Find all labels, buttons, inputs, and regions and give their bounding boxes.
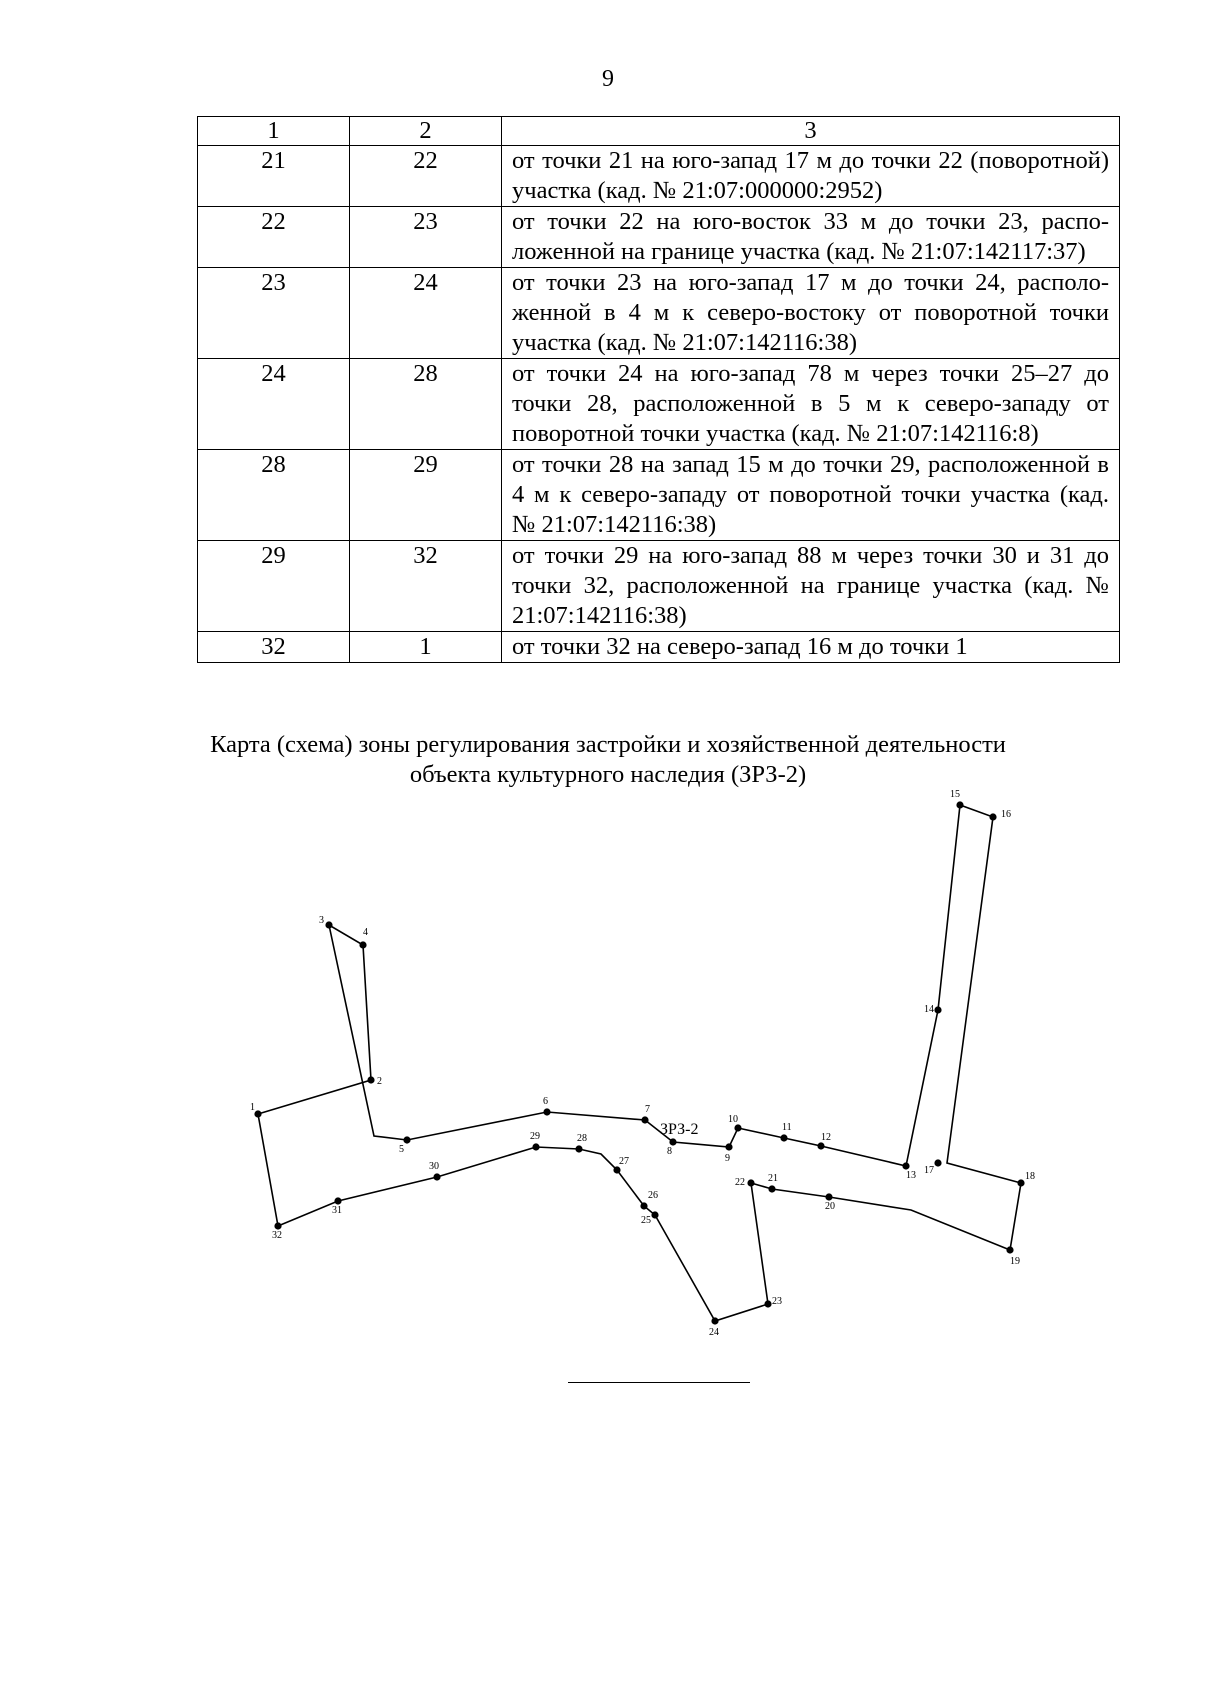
boundary-point-label: 4 xyxy=(363,927,368,938)
boundary-point-marker xyxy=(725,1143,732,1150)
boundary-point-label: 18 xyxy=(1025,1171,1035,1182)
table-row xyxy=(198,541,1120,632)
boundary-point-marker xyxy=(532,1143,539,1150)
boundary-point-label: 5 xyxy=(399,1144,404,1155)
table-row xyxy=(198,632,1120,663)
boundary-point-label: 7 xyxy=(645,1104,650,1115)
to-point: 1 xyxy=(350,632,502,663)
boundary-point-marker xyxy=(934,1006,941,1013)
boundary-point-marker xyxy=(734,1124,741,1131)
to-point: 32 xyxy=(350,541,502,632)
boundary-point-label: 21 xyxy=(768,1173,778,1184)
table-header-row xyxy=(198,117,1120,146)
column-header: 3 xyxy=(502,117,1120,146)
boundary-point-marker xyxy=(902,1162,909,1169)
to-point: 23 xyxy=(350,207,502,268)
boundary-point-marker xyxy=(274,1222,281,1229)
boundary-point-marker xyxy=(575,1145,582,1152)
boundary-point-label: 2 xyxy=(377,1076,382,1087)
boundary-point-marker xyxy=(780,1134,787,1141)
boundary-point-label: 10 xyxy=(728,1114,738,1125)
segment-description: от точки 21 на юго-запад 17 м до точки 22 (поворотной) участка (кад. № 21:07:000000:2952) xyxy=(502,146,1120,207)
boundary-point-marker xyxy=(367,1076,374,1083)
boundary-point-marker xyxy=(956,801,963,808)
boundary-point-label: 24 xyxy=(709,1327,719,1338)
boundary-point-marker xyxy=(1006,1246,1013,1253)
segment-description: от точки 29 на юго-запад 88 м через точки 30 и 31 до точки 32, расположенной на границе участка (кад. № 21:07:142116:38) xyxy=(502,541,1120,632)
boundary-point-label: 22 xyxy=(735,1177,745,1188)
boundary-point-marker xyxy=(359,941,366,948)
table-row xyxy=(198,450,1120,541)
boundary-point-label: 12 xyxy=(821,1132,831,1143)
boundary-point-marker xyxy=(651,1211,658,1218)
boundary-point-marker xyxy=(825,1193,832,1200)
end-rule xyxy=(568,1382,750,1383)
to-point: 29 xyxy=(350,450,502,541)
boundary-point-label: 13 xyxy=(906,1170,916,1181)
boundary-point-label: 31 xyxy=(332,1205,342,1216)
boundary-point-marker xyxy=(768,1185,775,1192)
boundary-point-label: 32 xyxy=(272,1230,282,1241)
map-title xyxy=(160,730,1056,790)
to-point: 24 xyxy=(350,268,502,359)
table-row xyxy=(198,268,1120,359)
boundary-point-marker xyxy=(641,1116,648,1123)
from-point: 22 xyxy=(198,207,350,268)
boundary-point-label: 27 xyxy=(619,1156,629,1167)
boundary-point-marker xyxy=(433,1173,440,1180)
boundary-point-marker xyxy=(334,1197,341,1204)
table-row xyxy=(198,359,1120,450)
boundary-point-marker xyxy=(613,1166,620,1173)
boundary-point-label: 11 xyxy=(782,1122,792,1133)
boundary-point-marker xyxy=(711,1317,718,1324)
boundary-point-marker xyxy=(669,1138,676,1145)
boundary-point-marker xyxy=(1017,1179,1024,1186)
boundary-point-marker xyxy=(817,1142,824,1149)
boundary-point-marker xyxy=(254,1110,261,1117)
zone-boundary-outline xyxy=(258,805,1021,1321)
boundary-point-label: 9 xyxy=(725,1153,730,1164)
column-header: 1 xyxy=(198,117,350,146)
boundary-point-marker xyxy=(543,1108,550,1115)
table-row xyxy=(198,207,1120,268)
boundary-point-marker xyxy=(747,1179,754,1186)
boundary-point-label: 14 xyxy=(924,1004,934,1015)
boundary-point-marker xyxy=(989,813,996,820)
from-point: 21 xyxy=(198,146,350,207)
boundary-point-marker xyxy=(403,1136,410,1143)
to-point: 22 xyxy=(350,146,502,207)
boundary-point-label: 1 xyxy=(250,1102,255,1113)
map-title-line: Карта (схема) зоны регулирования застройки и хозяйственной деятельности xyxy=(210,731,1006,758)
boundary-point-label: 23 xyxy=(772,1296,782,1307)
boundary-point-label: 30 xyxy=(429,1161,439,1172)
from-point: 32 xyxy=(198,632,350,663)
boundary-point-label: 8 xyxy=(667,1146,672,1157)
from-point: 24 xyxy=(198,359,350,450)
boundary-points-table xyxy=(197,116,1120,663)
segment-description: от точки 24 на юго-запад 78 м через точки 25–27 до точки 28, расположенной в 5 м к северо-западу от поворотной точки участка (кад. № 21:07:142116:8) xyxy=(502,359,1120,450)
from-point: 29 xyxy=(198,541,350,632)
zone-boundary-map xyxy=(0,789,1200,1338)
boundary-point-label: 6 xyxy=(543,1096,548,1107)
zone-label: ЗРЗ-2 xyxy=(660,1121,699,1138)
from-point: 28 xyxy=(198,450,350,541)
segment-description: от точки 23 на юго-запад 17 м до точки 24, расположенной в 4 м к северо-востоку от поворотной точки участка (кад. № 21:07:142116:38) xyxy=(502,268,1120,359)
to-point: 28 xyxy=(350,359,502,450)
boundary-point-label: 17 xyxy=(924,1165,934,1176)
boundary-points xyxy=(250,789,1035,1338)
segment-description: от точки 22 на юго-восток 33 м до точки 23, расположенной на границе участка (кад. № 21:07:142117:37) xyxy=(502,207,1120,268)
from-point: 23 xyxy=(198,268,350,359)
segment-description: от точки 28 на запад 15 м до точки 29, расположенной в 4 м к северо-западу от поворотной точки участка (кад. № 21:07:142116:38) xyxy=(502,450,1120,541)
boundary-point-marker xyxy=(934,1159,941,1166)
boundary-point-marker xyxy=(764,1300,771,1307)
boundary-point-label: 25 xyxy=(641,1215,651,1226)
boundary-point-label: 16 xyxy=(1001,809,1011,820)
boundary-point-marker xyxy=(325,921,332,928)
boundary-point-label: 15 xyxy=(950,789,960,800)
boundary-point-marker xyxy=(640,1202,647,1209)
boundary-point-label: 19 xyxy=(1010,1256,1020,1267)
boundary-point-label: 20 xyxy=(825,1201,835,1212)
boundary-point-label: 3 xyxy=(319,915,324,926)
column-header: 2 xyxy=(350,117,502,146)
segment-description: от точки 32 на северо-запад 16 м до точки 1 xyxy=(502,632,1120,663)
table-row xyxy=(198,146,1120,207)
map-title-line: объекта культурного наследия (ЗРЗ-2) xyxy=(409,761,807,788)
boundary-point-label: 28 xyxy=(577,1133,587,1144)
page-number: 9 xyxy=(602,66,614,92)
boundary-point-label: 29 xyxy=(530,1131,540,1142)
boundary-point-label: 26 xyxy=(648,1190,658,1201)
